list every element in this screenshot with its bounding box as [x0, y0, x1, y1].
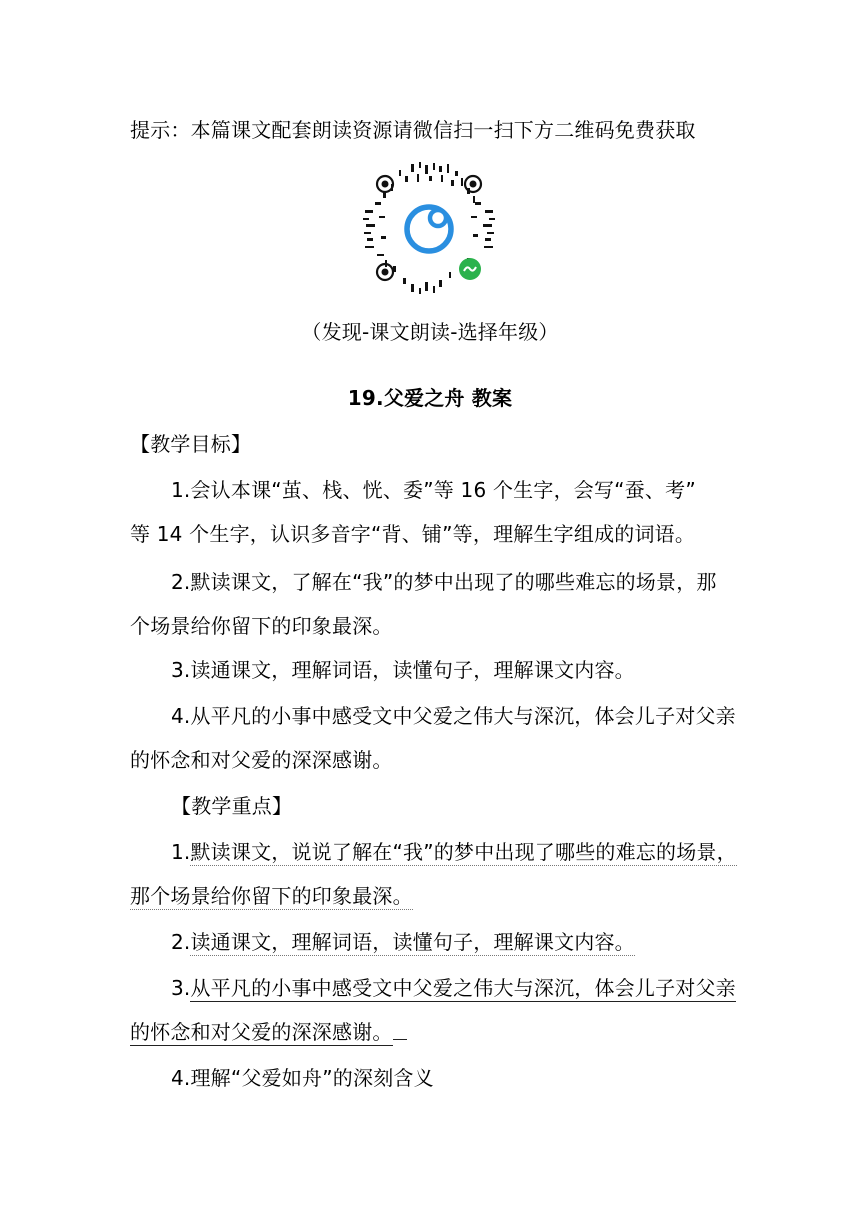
key-point-1-line-1	[171, 838, 771, 866]
key-point-3-text: 从平凡的小事中感受文中父爱之伟大与深沉，体会儿子对父亲	[190, 976, 736, 1000]
objective-4-line-2: 的怀念和对父爱的深深感谢。	[130, 748, 393, 772]
qr-code[interactable]	[363, 162, 495, 294]
objective-1-line-2: 等 14 个生字，认识多音字“背、铺”等，理解生字组成的词语。	[130, 522, 696, 546]
key-point-3-text-cont: 的怀念和对父爱的深深感谢。	[130, 1020, 393, 1044]
qr-caption: （发现-课文朗读-选择年级）	[301, 320, 559, 344]
key-point-3-number: 3.	[171, 976, 191, 1000]
key-point-3-line-2	[130, 1018, 730, 1046]
objective-3: 3.读通课文，理解词语，读懂句子，理解课文内容。	[171, 658, 635, 682]
objectives-heading: 【教学目标】	[130, 432, 252, 456]
key-point-4: 4.理解“父爱如舟”的深刻含义	[171, 1066, 434, 1090]
underline-tail	[393, 1018, 407, 1040]
objective-1-line-1: 1.会认本课“茧、栈、恍、委”等 16 个生字，会写“蚕、考”	[171, 478, 696, 502]
key-point-1-number: 1.	[171, 840, 191, 864]
key-point-2-text: 读通课文，理解词语，读懂句子，理解课文内容。	[190, 930, 635, 954]
key-point-1-line-2	[130, 882, 730, 910]
objective-4-line-1: 4.从平凡的小事中感受文中父爱之伟大与深沉，体会儿子对父亲	[171, 704, 736, 728]
objective-2-line-2: 个场景给你留下的印象最深。	[130, 614, 393, 638]
key-points-heading: 【教学重点】	[171, 794, 293, 818]
objective-2-line-1: 2.默读课文，了解在“我”的梦中出现了的哪些难忘的场景，那	[171, 570, 717, 594]
key-point-2-number: 2.	[171, 930, 191, 954]
resource-hint: 提示：本篇课文配套朗读资源请微信扫一扫下方二维码免费获取	[130, 118, 696, 142]
page-title: 19.父爱之舟 教案	[347, 386, 513, 410]
key-point-3-line-1	[171, 974, 771, 1002]
key-point-2	[171, 928, 771, 956]
key-point-1-text-cont: 那个场景给你留下的印象最深。	[130, 884, 413, 908]
key-point-1-text: 默读课文，说说了解在“我”的梦中出现了哪些的难忘的场景，	[190, 840, 737, 864]
